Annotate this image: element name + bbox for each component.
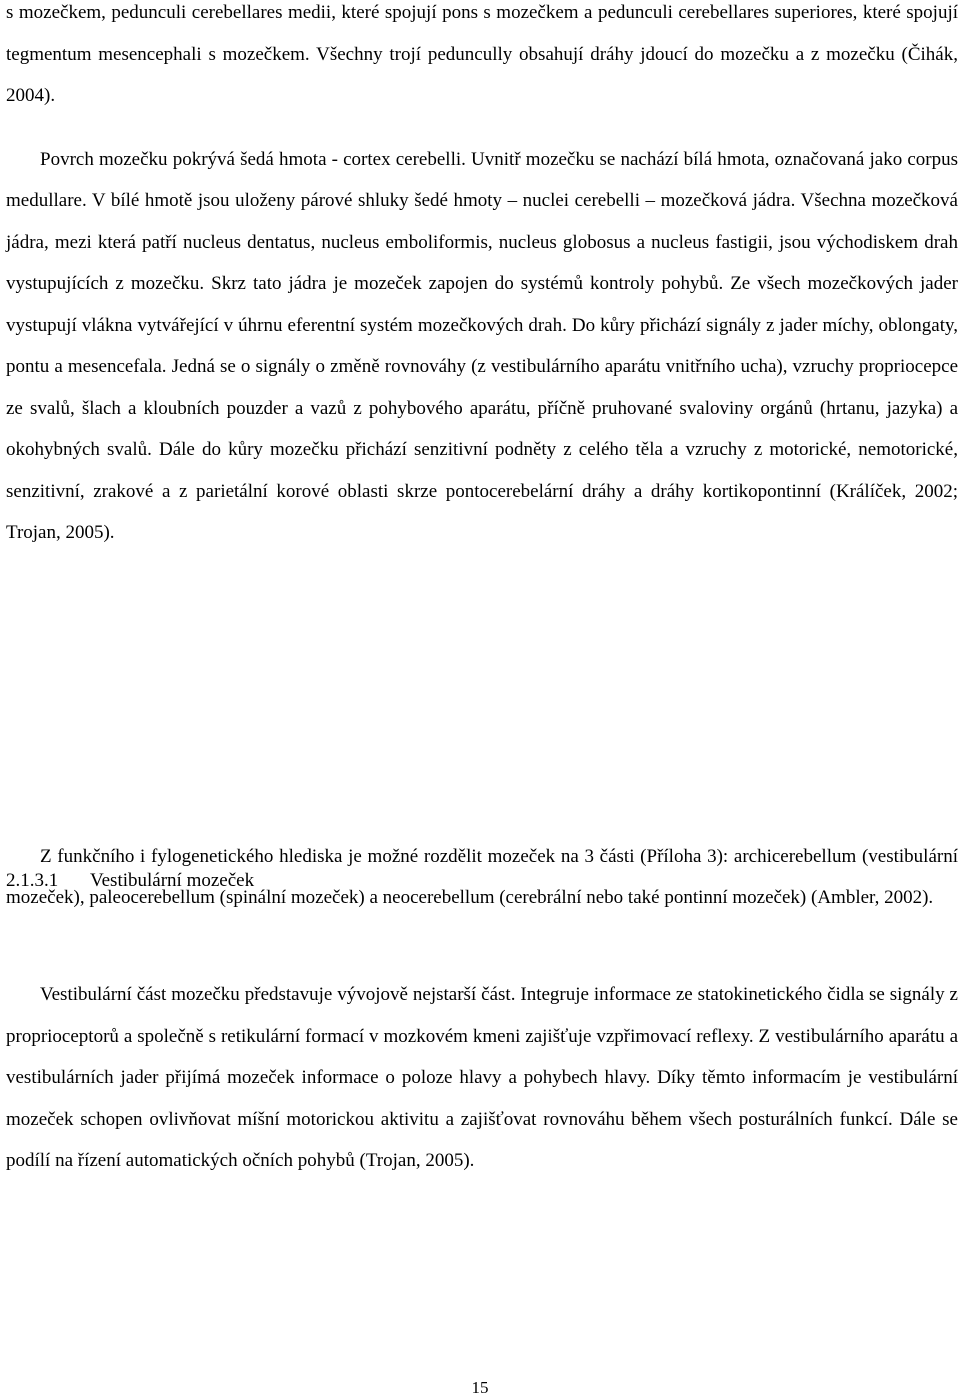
- section-heading: [6, 860, 254, 902]
- section-number: 2.1.3.1: [6, 870, 59, 891]
- section-title: Vestibulární mozeček: [90, 870, 255, 891]
- paragraph-1: s mozečkem, pedunculi cerebellares medii, které spojují pons s mozečkem a pedunculi cerebellares superiores, které spojují tegmentum mesencephali s mozečkem. Všechny trojí peduncully obsahují dráhy jdoucí do mozečku a z mozečku (Čihák, 2004).: [6, 2, 958, 106]
- paragraph-2: Povrch mozečku pokrývá šedá hmota - cortex cerebelli. Uvnitř mozečku se nachází bílá hmota, označovaná jako corpus medullare. V bílé hmotě jsou uloženy párové shluky šedé hmoty – nuclei cerebelli – mozečková jádra. Všechna mozečková jádra, mezi která patří nucleus dentatus, nucleus emboliformis, nucleus globosus a nucleus fastigii, jsou východiskem drah vystupujících z mozečku. Skrz tato jádra je mozeček zapojen do systémů kontroly pohybů. Ze všech mozečkových jader vystupují vlákna vytvářející v úhrnu eferentní systém mozečkových drah. Do kůry přichází signály z jader míchy, oblongaty, pontu a mesencefala. Jedná se o signály o změně rovnováhy (z vestibulárního aparátu vnitřního ucha), vzruchy propriocepce ze svalů, šlach a kloubních pouzder a vazů z pohybového aparátu, příčně pruhované svaloviny orgánů (hrtanu, jazyka) a okohybných svalů. Dále do kůry mozečku přichází senzitivní podněty z celého těla a vzruchy z motorické, nemotorické, senzitivní, zrakové a z parietální korové oblasti skrze pontocerebelární dráhy a dráhy kortikopontinní (Králíček, 2002; Trojan, 2005).: [6, 148, 958, 543]
- page-number: 15: [471, 1378, 489, 1397]
- paragraph-3: Z funkčního i fylogenetického hlediska je možné rozdělit mozeček na 3 části (Příloha 3): archicerebellum (vestibulární mozeček), paleocerebellum (spinální mozeček) a neocerebellum (cerebrální nebo také pontinní mozeček) (Ambler, 2002).: [6, 845, 958, 908]
- paragraph-4: Vestibulární část mozečku představuje vývojově nejstarší část. Integruje informace ze statokinetického čidla se signály z proprioceptorů a společně s retikulární formací v mozkovém kmeni zajišťuje vzpřimovací reflexy. Z vestibulárního aparátu a vestibulárních jader přijímá mozeček informace o poloze hlavy a pohybech hlavy. Díky těmto informacím je vestibulární mozeček schopen ovlivňovat míšní motorickou aktivitu a zajišťovat rovnováhu během všech posturálních funkcí. Dále se podílí na řízení automatických očních pohybů (Trojan, 2005).: [6, 984, 958, 1171]
- document-page: [6, 0, 958, 1171]
